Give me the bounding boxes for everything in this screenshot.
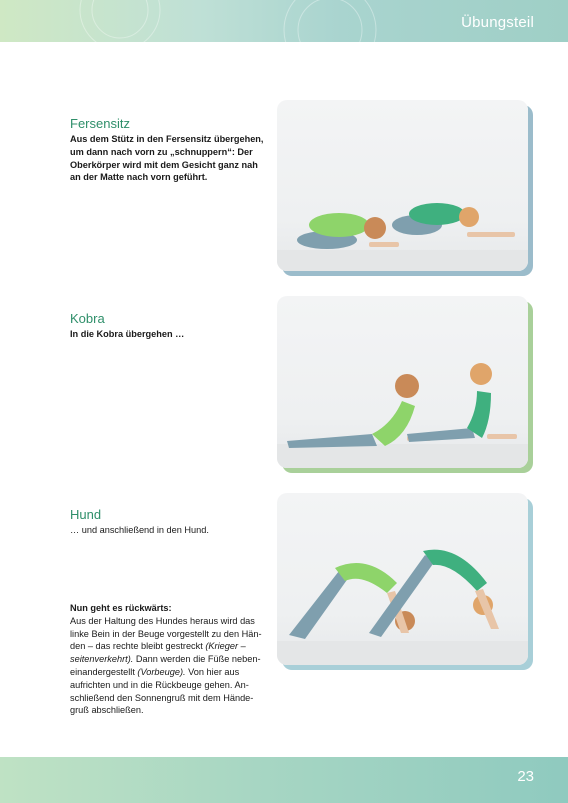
note-title: Nun geht es rückwärts: xyxy=(70,603,172,613)
note-block xyxy=(70,602,270,717)
photo-hund xyxy=(277,493,528,665)
photo-kobra xyxy=(277,296,528,468)
note-text-part: Von hier aus aufrichten und in die Rückbeuge gehen. An-schließend den Sonnengruß mit dem Hände-gruß abschließen. xyxy=(70,666,254,716)
section-kobra xyxy=(70,311,270,341)
note-text-part: Aus der Haltung des Hundes heraus wird das linke Bein in der Beuge vorgestellt zu den Hän-den – das rechte bleibt gestreckt xyxy=(70,615,262,652)
section-title: Kobra xyxy=(70,311,105,326)
section-title: Fersensitz xyxy=(70,116,130,131)
section-hund xyxy=(70,507,270,537)
footer-band xyxy=(0,757,568,803)
section-text: … und anschließend in den Hund. xyxy=(70,525,209,535)
note-italic-part: (Vorbeuge). xyxy=(137,666,186,677)
page-number: 23 xyxy=(517,768,534,785)
section-text: Aus dem Stütz in den Fersensitz übergehen, um dann nach vorn zu „schnuppern“: Der Oberkörper wird mit dem Gesicht ganz nah an der Matte nach vorn geführt. xyxy=(70,134,264,183)
note-text xyxy=(70,615,270,717)
section-fersensitz xyxy=(70,116,270,184)
section-text: In die Kobra übergehen … xyxy=(70,329,185,339)
note-italic-part: (Krieger – seitenverkehrt). xyxy=(70,641,246,665)
section-title: Hund xyxy=(70,507,102,522)
photo-fersensitz xyxy=(277,100,528,271)
header-band xyxy=(0,0,568,42)
note-text-part: Dann werden die Füße neben-einandergestellt xyxy=(70,654,261,677)
section-label: Übungsteil xyxy=(461,14,534,31)
